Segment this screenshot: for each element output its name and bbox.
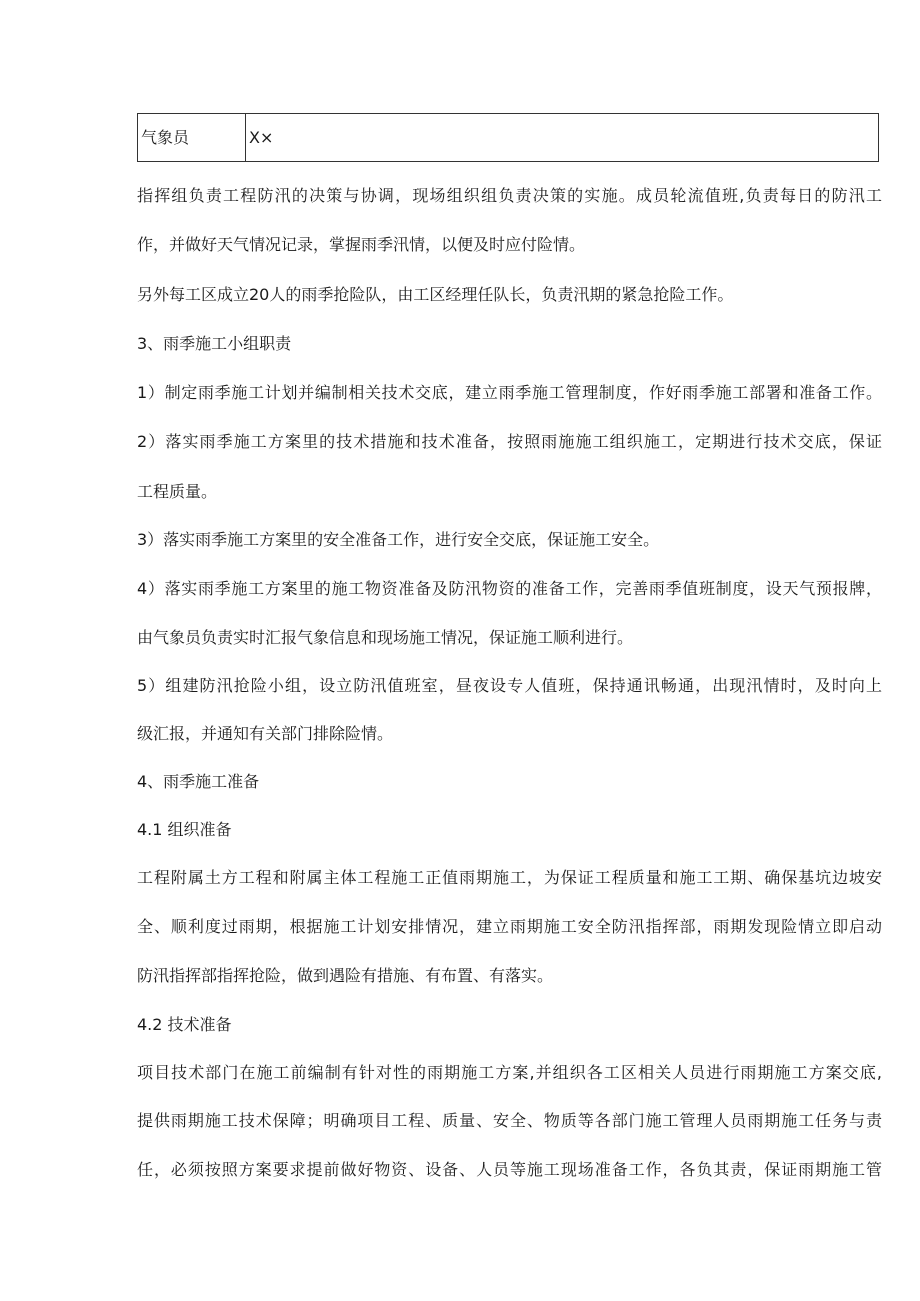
list-item: 3）落实雨季施工方案里的安全准备工作，进行安全交底，保证施工安全。 [137, 530, 660, 549]
paragraph-line: 作，并做好天气情况记录，掌握雨季汛情，以便及时应付险情。 [137, 235, 586, 254]
paragraph-line: 全、顺利度过雨期，根据施工计划安排情况，建立雨期施工安全防汛指挥部，雨期发现险情立即启动 [137, 917, 882, 936]
subsection-heading: 4.1 组织准备 [137, 820, 232, 839]
paragraph-line: 任，必须按照方案要求提前做好物资、设备、人员等施工现场准备工作，各负其责，保证雨期施工管 [137, 1160, 882, 1179]
paragraph-line: 指挥组负责工程防汛的决策与协调，现场组织组负责决策的实施。成员轮流值班,负责每日的防汛工 [137, 186, 882, 205]
paragraph-line: 项目技术部门在施工前编制有针对性的雨期施工方案,并组织各工区相关人员进行雨期施工方案交底, [137, 1063, 882, 1082]
list-item: 2）落实雨季施工方案里的技术措施和技术准备，按照雨施施工组织施工，定期进行技术交底，保证 [137, 432, 882, 451]
role-label-cell: 气象员 [138, 114, 246, 162]
paragraph-line: 防汛指挥部指挥抢险，做到遇险有措施、有布置、有落实。 [137, 966, 554, 985]
list-item: 4）落实雨季施工方案里的施工物资准备及防汛物资的准备工作，完善雨季值班制度，设天气预报牌， [137, 579, 882, 598]
role-table [137, 113, 879, 162]
list-item: 5）组建防汛抢险小组，设立防汛值班室，昼夜设专人值班，保持通讯畅通，出现汛情时，及时向上 [137, 676, 882, 695]
paragraph-line: 另外每工区成立20人的雨季抢险队，由工区经理任队长，负责汛期的紧急抢险工作。 [137, 285, 734, 304]
section-heading: 3、雨季施工小组职责 [137, 334, 292, 353]
list-item-continuation: 工程质量。 [137, 482, 218, 501]
section-heading: 4、雨季施工准备 [137, 772, 260, 791]
list-item-continuation: 由气象员负责实时汇报气象信息和现场施工情况，保证施工顺利进行。 [137, 628, 634, 647]
paragraph-line: 提供雨期施工技术保障；明确项目工程、质量、安全、物质等各部门施工管理人员雨期施工任务与责 [137, 1111, 882, 1130]
role-value-cell: X× [246, 114, 879, 162]
subsection-heading: 4.2 技术准备 [137, 1015, 232, 1034]
list-item-continuation: 级汇报，并通知有关部门排除险情。 [137, 724, 394, 743]
paragraph-line: 工程附属土方工程和附属主体工程施工正值雨期施工，为保证工程质量和施工工期、确保基坑边坡安 [137, 868, 882, 887]
list-item: 1）制定雨季施工计划并编制相关技术交底，建立雨季施工管理制度，作好雨季施工部署和准备工作。 [137, 383, 882, 402]
table-row [138, 114, 879, 162]
